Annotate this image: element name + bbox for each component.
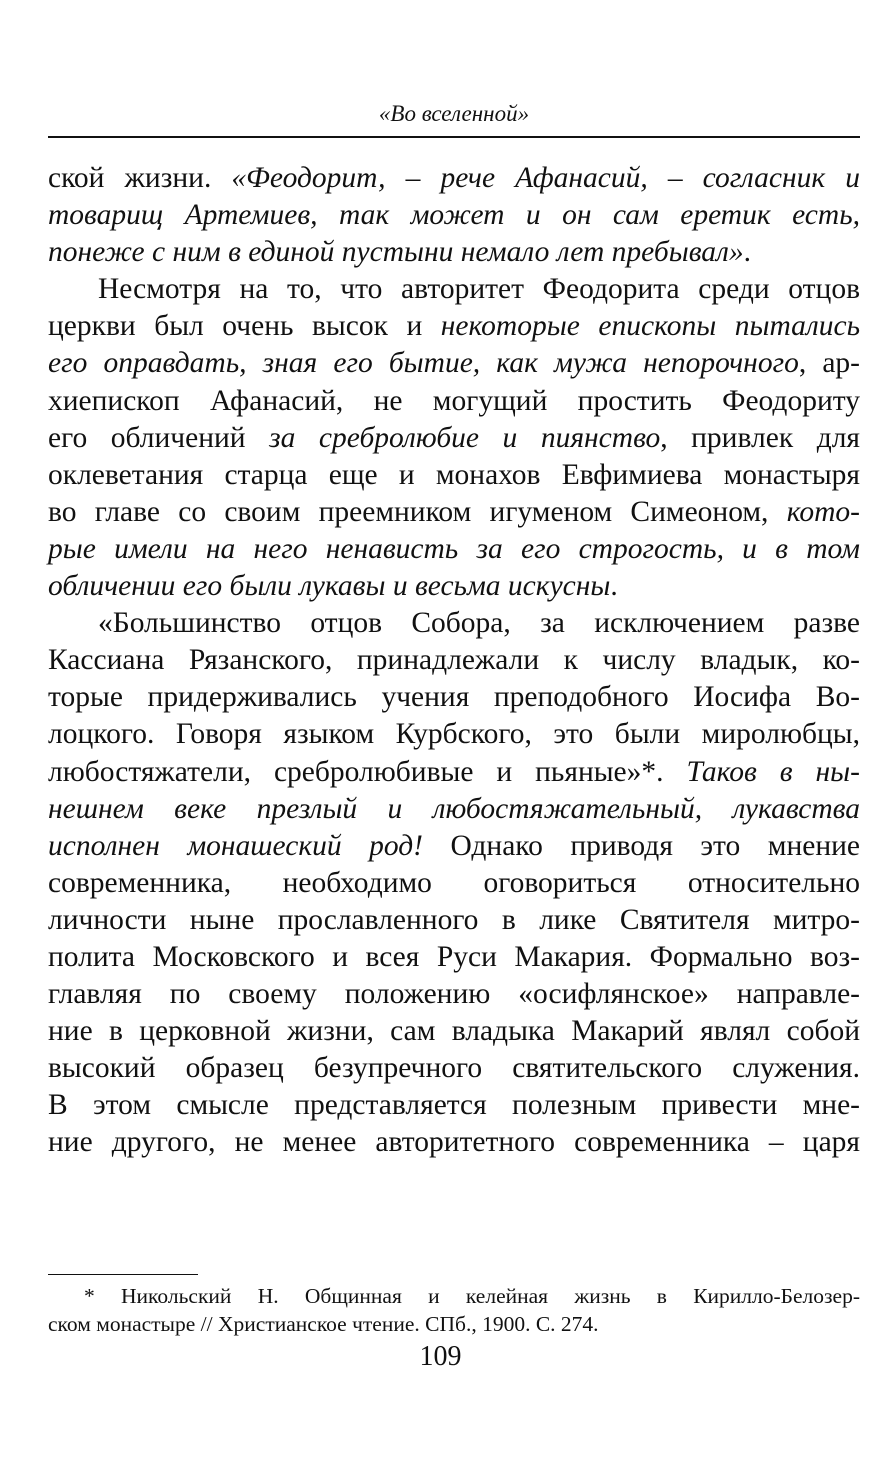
text-line: [48, 457, 860, 494]
text-run: его обличений: [48, 421, 270, 454]
text-line: [48, 345, 860, 382]
italic-run: некоторые епископы пытались: [440, 310, 860, 343]
text-run: «Большинство отцов Собора, за исключением разве: [98, 607, 860, 640]
text-line: [48, 976, 860, 1013]
italic-run: за сребролюбие и пиянство: [269, 421, 661, 454]
text-line: [48, 605, 860, 642]
footnote-rule: [48, 1274, 198, 1275]
italic-run: обличении его были лукавы и весьма искусны: [48, 570, 611, 603]
text-run: ской жизни.: [48, 162, 232, 194]
text-line: [48, 531, 860, 568]
footnote: [48, 1282, 860, 1338]
footnote-line: * Никольский Н. Общинная и келейная жизнь в Кирилло-Белозер-: [84, 1284, 860, 1308]
footnote-line: ском монастыре // Христианское чтение. СПб., 1900. С. 274.: [48, 1312, 599, 1336]
text-line: [48, 308, 860, 345]
text-line: [48, 865, 860, 902]
text-line: [48, 271, 860, 308]
text-run: Кассиана Рязанского, принадлежали к числу владык, ко-: [48, 644, 860, 677]
text-run: лоцкого. Говоря языком Курбского, это были миролюбцы,: [48, 718, 860, 751]
header-rule: [48, 136, 860, 138]
text-run: оклеветания старца еще и монахов Евфимиева монастыря: [48, 458, 860, 491]
text-line: [48, 383, 860, 420]
text-run: ние другого, не менее авторитетного современника – царя: [48, 1126, 860, 1159]
italic-run: товарищ Артемиев, так может и он сам еретик есть,: [48, 199, 860, 232]
italic-run: «Феодорит, – рече Афанасий, – согласник и: [231, 162, 860, 194]
text-run: Несмотря на то, что авторитет Феодорита среди отцов: [98, 273, 860, 306]
text-line: [48, 642, 860, 679]
text-run: , ар-: [798, 347, 860, 380]
italic-run: понеже с ним в единой пустыни немало лет пребывал»: [48, 236, 744, 269]
text-line: [48, 420, 860, 457]
text-line: [48, 1050, 860, 1087]
text-line: [48, 1087, 860, 1124]
text-line: [48, 234, 860, 271]
text-run: ние в церковной жизни, сам владыка Макарий являл собой: [48, 1015, 860, 1048]
text-line: [48, 568, 860, 605]
text-run: В этом смысле представляется полезным привести мне-: [48, 1089, 860, 1122]
italic-run: Таков в ны-: [686, 755, 860, 788]
italic-run: рые имели на него ненависть за его строгость, и в том: [48, 532, 860, 565]
text-line: [48, 828, 860, 865]
text-line: [48, 902, 860, 939]
italic-run: его оправдать, зная его бытие, как мужа непорочного: [48, 347, 799, 380]
text-run: полита Московского и всея Руси Макария. Формально воз-: [48, 940, 860, 973]
text-run: во главе со своим преемником игуменом Симеоном,: [48, 495, 787, 528]
text-run: .: [743, 236, 752, 269]
text-line: [48, 716, 860, 753]
text-run: современника, необходимо оговориться относительно: [48, 866, 860, 899]
text-run: главляя по своему положению «осифлянское» направле-: [48, 978, 860, 1011]
text-run: хиепископ Афанасий, не могущий простить Феодориту: [48, 384, 860, 417]
text-line: [48, 754, 860, 791]
text-run: , привлек для: [660, 421, 860, 454]
text-line: [48, 160, 860, 197]
body-text: [48, 160, 860, 1162]
text-run: торые придерживались учения преподобного Иосифа Во-: [48, 681, 860, 714]
text-line: [48, 679, 860, 716]
text-line: [48, 494, 860, 531]
text-line: [48, 1124, 860, 1161]
text-line: [48, 791, 860, 828]
text-line: [48, 197, 860, 234]
italic-run: кото-: [786, 495, 860, 528]
text-line: [48, 1013, 860, 1050]
text-run: личности ныне прославленного в лике Святителя митро-: [48, 903, 860, 936]
page-number: 109: [419, 1341, 462, 1372]
text-run: церкви был очень высок и: [48, 310, 441, 343]
text-run: любостяжатели, сребролюбивые и пьяные»*.: [48, 755, 687, 788]
text-run: .: [610, 570, 618, 603]
italic-run: исполнен монашеский род!: [48, 829, 423, 862]
running-header: «Во вселенной»: [378, 101, 530, 126]
text-run: Однако приводя это мнение: [423, 829, 860, 862]
text-run: высокий образец безупречного святительского служения.: [48, 1052, 860, 1085]
italic-run: нешнем веке презлый и любостяжательный, лукавства: [48, 792, 860, 825]
text-line: [48, 939, 860, 976]
